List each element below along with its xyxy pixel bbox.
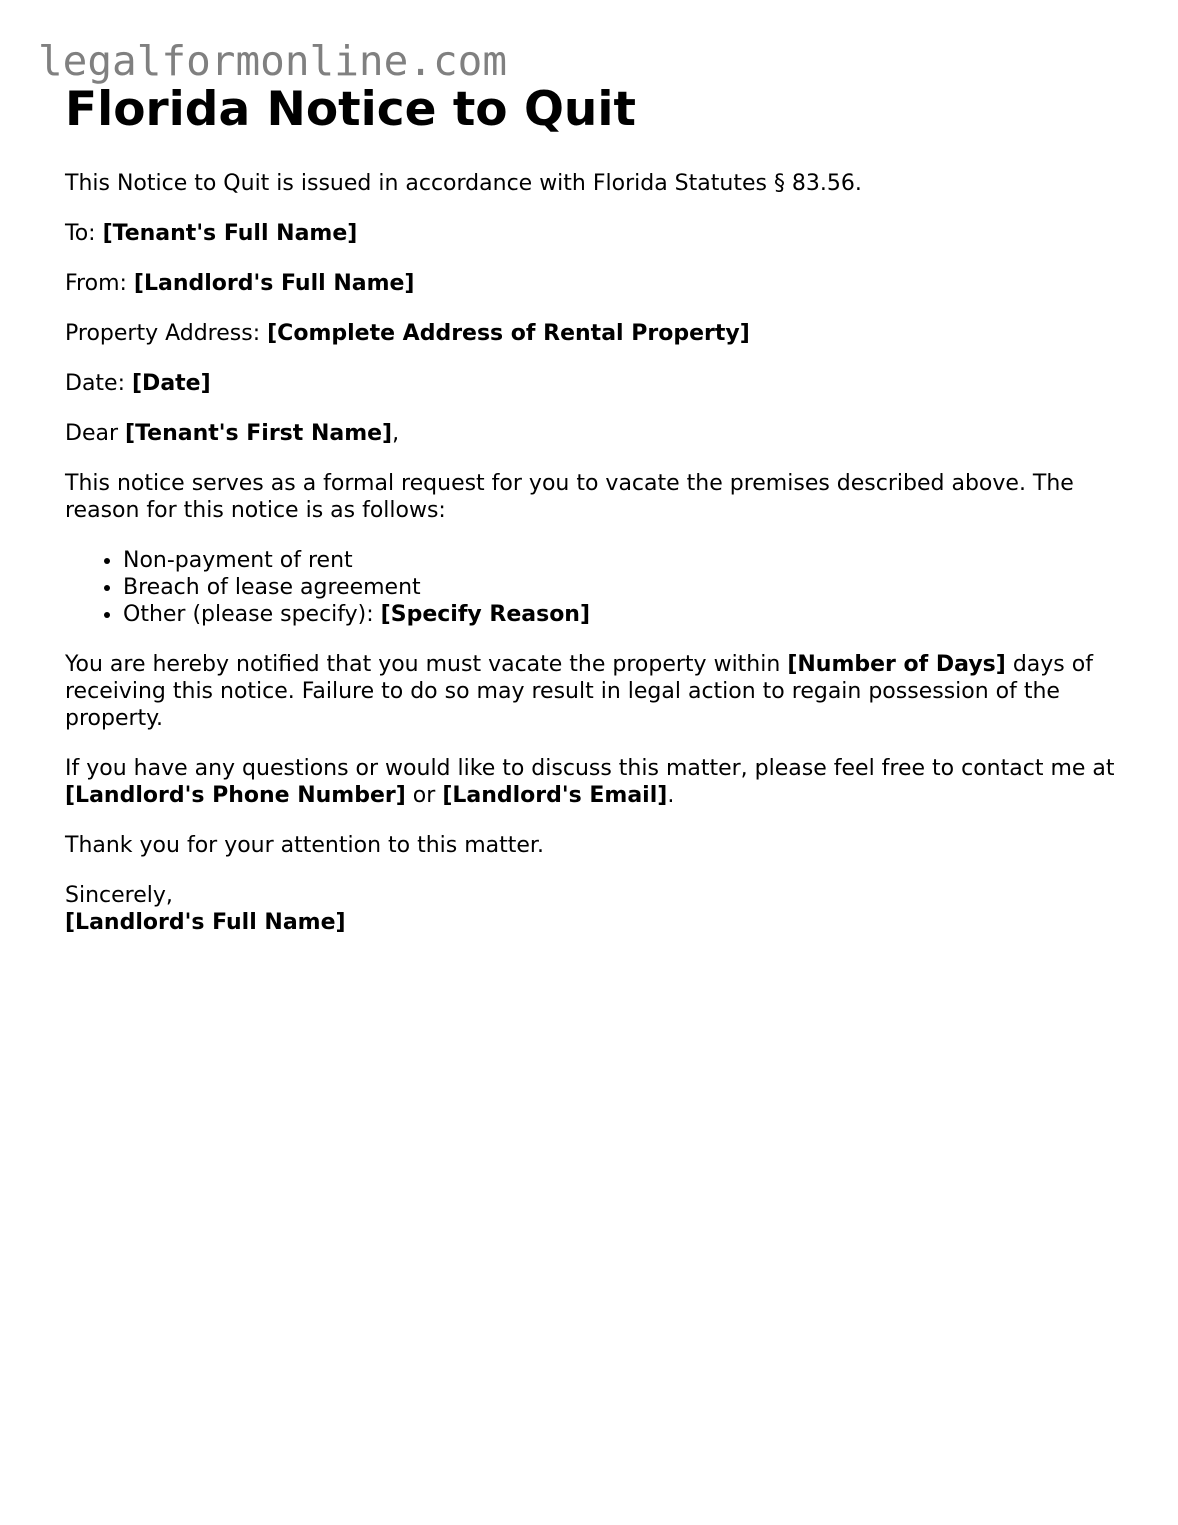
watermark: legalformonline.com <box>38 37 507 85</box>
reason-item-nonpayment: • Non-payment of rent <box>123 547 1135 574</box>
request-paragraph: This notice serves as a formal request for you to vacate the premises described above. The reason for this notice is as follows: <box>65 471 1074 523</box>
intro-paragraph: This Notice to Quit is issued in accordance with Florida Statutes § 83.56. <box>65 171 862 196</box>
reason-item-other <box>123 601 1135 628</box>
contact-text-before: If you have any questions or would like to discuss this matter, please feel free to contact me at <box>65 756 1115 781</box>
from-label: From: <box>65 271 127 296</box>
date-line <box>65 370 1135 397</box>
salutation <box>65 420 1135 447</box>
contact-paragraph <box>65 755 1135 809</box>
number-of-days-field: [Number of Days] <box>787 652 1006 677</box>
document-title: Florida Notice to Quit <box>65 82 636 137</box>
property-address-field: [Complete Address of Rental Property] <box>267 321 750 346</box>
property-address-label: Property Address: <box>65 321 261 346</box>
property-address-line <box>65 320 1135 347</box>
landlord-email-field: [Landlord's Email] <box>442 783 668 808</box>
tenant-first-name-field: [Tenant's First Name] <box>125 421 393 446</box>
date-field: [Date] <box>132 371 211 396</box>
reason-item-breach: • Breach of lease agreement <box>123 574 1135 601</box>
reason-other-label: Other (please specify): <box>123 602 374 627</box>
tenant-name-field: [Tenant's Full Name] <box>102 221 358 246</box>
reasons-list <box>65 547 1135 628</box>
salutation-prefix: Dear <box>65 421 119 446</box>
landlord-name-field: [Landlord's Full Name] <box>133 271 415 296</box>
closing-line: Sincerely, <box>65 883 173 908</box>
notice-document <box>65 82 1135 936</box>
vacate-text-before: You are hereby notified that you must vacate the property within <box>65 652 781 677</box>
signature-name-field: [Landlord's Full Name] <box>65 910 346 935</box>
landlord-phone-field: [Landlord's Phone Number] <box>65 783 406 808</box>
salutation-comma: , <box>392 421 400 446</box>
to-line <box>65 220 1135 247</box>
signature-line <box>65 909 1135 936</box>
from-line <box>65 270 1135 297</box>
date-label: Date: <box>65 371 125 396</box>
vacate-paragraph <box>65 651 1135 732</box>
thanks-line: Thank you for your attention to this matter. <box>65 833 544 858</box>
contact-period: . <box>667 783 675 808</box>
to-label: To: <box>65 221 96 246</box>
vacate-text-after: days of receiving this notice. Failure to do so may result in legal action to regain possession of the property. <box>65 652 1093 731</box>
contact-or: or <box>412 783 436 808</box>
specify-reason-field: [Specify Reason] <box>380 602 591 627</box>
